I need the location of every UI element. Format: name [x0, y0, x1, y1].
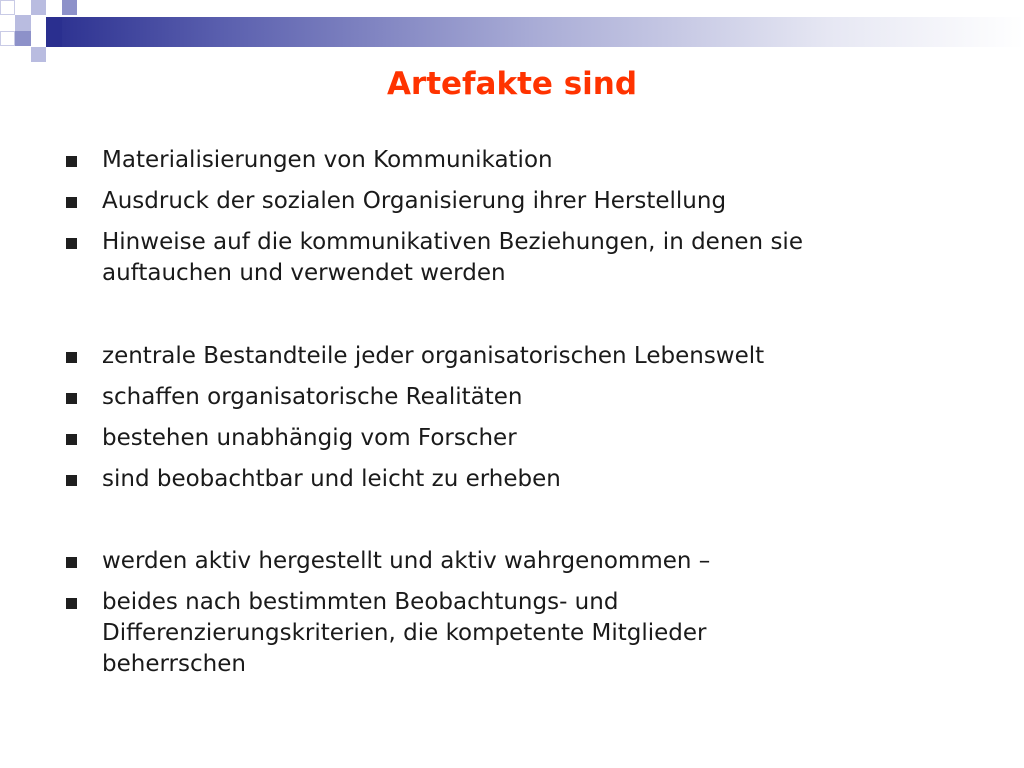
bullet-text: [102, 186, 962, 217]
bullet-text: [102, 145, 962, 176]
deco-square: [0, 0, 15, 15]
bullet-line: zentrale Bestandteile jeder organisatorischen Lebenswelt: [102, 343, 765, 369]
header-gradient-bar: [46, 17, 1024, 47]
bullet-text: [102, 382, 962, 413]
square-bullet-icon: [66, 352, 77, 363]
deco-square: [0, 31, 15, 46]
bullet-text: [102, 227, 962, 289]
bullet-text: [102, 464, 962, 495]
deco-square: [62, 0, 77, 15]
bullet-text: [102, 341, 962, 372]
slide-title: Artefakte sind: [386, 66, 638, 102]
deco-square: [31, 47, 46, 62]
square-bullet-icon: [66, 238, 77, 249]
bullet-line: werden aktiv hergestellt und aktiv wahrgenommen –: [102, 548, 711, 574]
square-bullet-icon: [66, 393, 77, 404]
bullet-line: sind beobachtbar und leicht zu erheben: [102, 466, 561, 492]
deco-square: [15, 31, 31, 46]
bullet-line: Ausdruck der sozialen Organisierung ihrer Herstellung: [102, 188, 727, 214]
bullet-line: schaffen organisatorische Realitäten: [102, 384, 523, 410]
square-bullet-icon: [66, 434, 77, 445]
square-bullet-icon: [66, 156, 77, 167]
bullet-line: beherrschen: [102, 651, 246, 677]
bullet-text: [102, 423, 962, 454]
bullet-text: [102, 587, 962, 680]
deco-square: [46, 17, 62, 47]
square-bullet-icon: [66, 598, 77, 609]
deco-square: [31, 0, 46, 15]
bullet-line: Hinweise auf die kommunikativen Beziehungen, in denen sie: [102, 229, 803, 255]
square-bullet-icon: [66, 557, 77, 568]
bullet-line: beides nach bestimmten Beobachtungs- und: [102, 589, 619, 615]
bullet-text: [102, 546, 962, 577]
square-bullet-icon: [66, 475, 77, 486]
deco-square: [15, 15, 31, 31]
bullet-line: bestehen unabhängig vom Forscher: [102, 425, 517, 451]
square-bullet-icon: [66, 197, 77, 208]
bullet-line: Materialisierungen von Kommunikation: [102, 147, 553, 173]
bullet-line: auftauchen und verwendet werden: [102, 260, 506, 286]
bullet-line: Differenzierungskriterien, die kompetente Mitglieder: [102, 620, 707, 646]
